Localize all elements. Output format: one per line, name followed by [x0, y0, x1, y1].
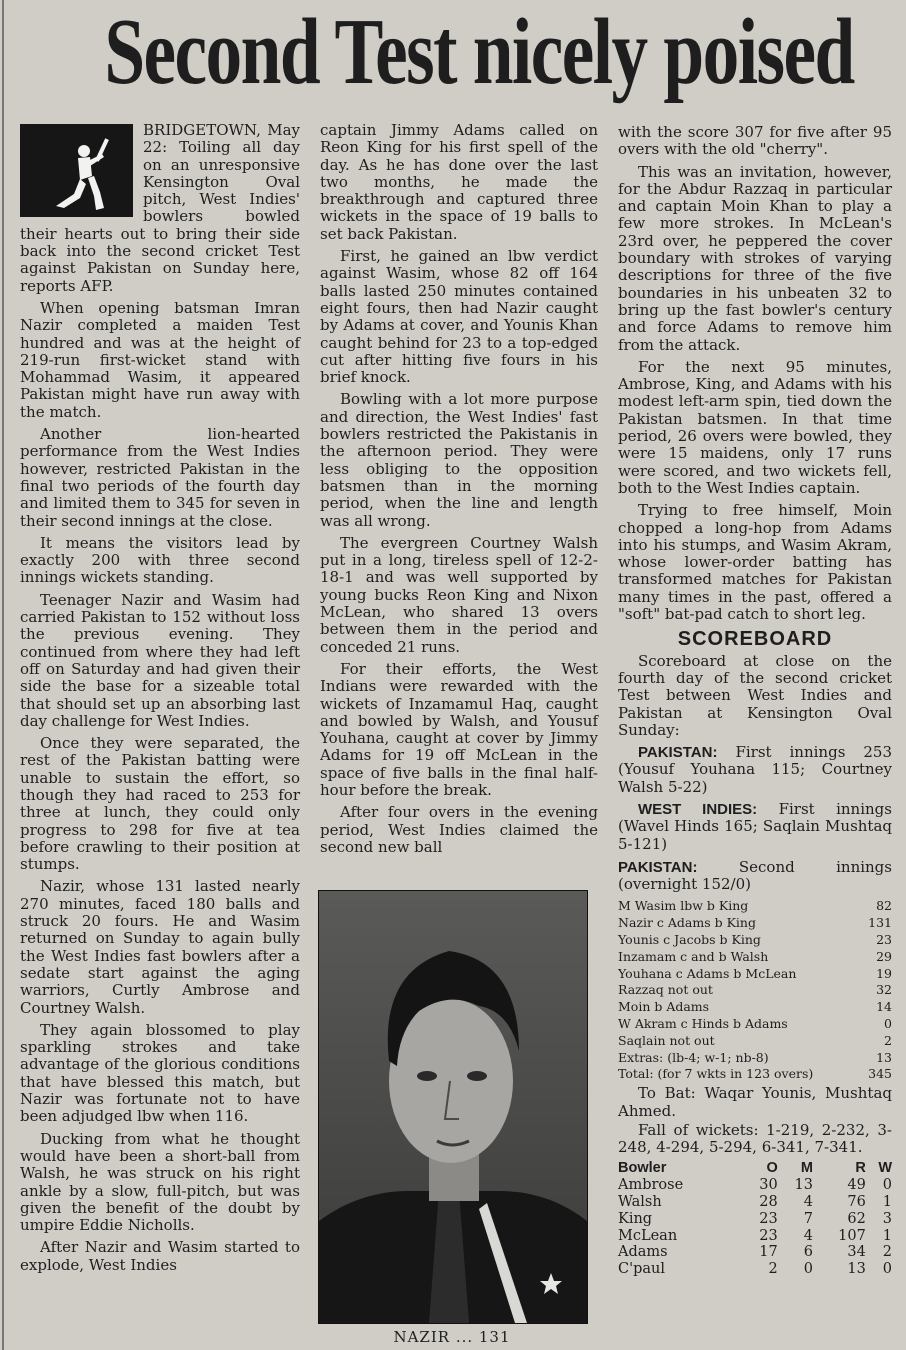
paragraph: For the next 95 minutes, Ambrose, King, and Adams with his modest left-arm spin, tied down the Pakistan batsmen. In that time period, 26 overs were bowled, they were 15 maidens, only 17 runs were scored, and two wickets fell, both to the West Indies captain. — [618, 357, 892, 497]
paragraph: For their efforts, the West Indians were rewarded with the wickets of Inzamamul Haq, caught and bowled by Walsh, and Yousuf Youhana, caught at cover by Jimmy Adams for 19 off McLean in the space of five balls in the final half-hour before the break. — [320, 659, 598, 799]
batsman: Inzamam c and b Walsh — [618, 948, 769, 964]
bowler: Walsh — [618, 1194, 662, 1211]
runs: 345 — [868, 1066, 892, 1082]
extras: Extras: (lb-4; w-1; nb-8) — [618, 1049, 769, 1065]
table-row — [618, 1050, 892, 1067]
table-row — [618, 982, 892, 999]
runs: 14 — [876, 999, 892, 1015]
team-name: PAKISTAN: — [638, 744, 718, 762]
table-row — [618, 1244, 892, 1261]
overs: 2 — [768, 1261, 778, 1278]
maidens: 7 — [803, 1210, 813, 1227]
innings-text: First innings 253 (Yousuf Youhana 115; Courtney Walsh 5-22) — [618, 743, 892, 796]
paragraph: This was an invitation, however, for the Abdur Razzaq in particular and captain Moin Khan to play a few more strokes. In McLean's 23rd over, he peppered the cover boundary with strokes of varying descriptions for three of the five boundaries in his unbeaten 32 to bring up the fast bowler's century and force Adams to remove him from the attack. — [618, 162, 892, 354]
wickets: 1 — [882, 1227, 892, 1244]
paragraph: It means the visitors lead by exactly 200 with three second innings wickets standing. — [20, 533, 300, 587]
paragraph: First, he gained an lbw verdict against Wasim, whose 82 off 164 balls lasted 250 minutes contained eight fours, then had Nazir caught by Adams at cover, and Younis Khan caught behind for 23 to a top-edged cut after hitting five fours in his brief knock. — [320, 247, 598, 387]
wickets: 1 — [882, 1194, 892, 1211]
runs: 0 — [884, 1016, 892, 1032]
batsman: Youhana c Adams b McLean — [618, 965, 797, 981]
innings-summary — [618, 859, 892, 894]
bowler: King — [618, 1210, 653, 1227]
bowler: McLean — [618, 1227, 678, 1244]
table-row — [618, 949, 892, 966]
runs: 62 — [847, 1210, 866, 1227]
paragraph: captain Jimmy Adams called on Reon King for his first spell of the day. As he has done over the last two months, he made the breakthrough and captured three wickets in the space of 19 balls to set back Pakistan. — [320, 121, 598, 243]
overs: 17 — [759, 1244, 778, 1261]
batting-table — [618, 898, 892, 1083]
total: Total: (for 7 wkts in 123 overs) — [618, 1066, 814, 1082]
paragraph: Trying to free himself, Moin chopped a long-hop from Adams into his stumps, and Wasim Akram, whose lower-order batting has transformed matches for Pakistan many times in the past, offered a "soft" bat-pad catch to short leg. — [618, 501, 892, 624]
article-column-1 — [20, 122, 300, 1279]
table-row — [618, 915, 892, 932]
table-row — [618, 1066, 892, 1083]
runs: 82 — [876, 898, 892, 914]
wickets: 0 — [882, 1177, 892, 1194]
team-name: WEST INDIES: — [638, 800, 758, 818]
scoreboard-intro: Scoreboard at close on the fourth day of the second cricket Test between West Indies and Pakistan at Kensington Oval Sunday: — [618, 651, 892, 739]
innings-text: First innings (Wavel Hinds 165; Saqlain Mushtaq 5-121) — [618, 799, 892, 853]
table-header-row — [618, 1160, 892, 1177]
table-row — [618, 1228, 892, 1245]
batsman: Nazir c Adams b King — [618, 915, 756, 931]
team-name: PAKISTAN: — [618, 858, 698, 876]
paragraph: May 22: Toiling all day on an unresponsive Kensington Oval pitch, West Indies' bowlers bowled their hearts out to bring their side back into the second cricket Test against Pakistan on Sunday here, reports AFP. — [20, 121, 300, 295]
overs: 28 — [759, 1194, 778, 1211]
paragraph: Nazir, whose 131 lasted nearly 270 minutes, faced 180 balls and struck 20 fours. He and Wasim returned on Sunday to again bully the West Indies fast bowlers after a sedate start against the aging warriors, Curtly Ambrose and Courtney Walsh. — [20, 877, 300, 1017]
innings-summary — [618, 801, 892, 853]
table-row — [618, 1194, 892, 1211]
runs: 13 — [876, 1049, 892, 1065]
maidens: 6 — [803, 1244, 813, 1261]
bowling-table — [618, 1160, 892, 1278]
column-header: Bowler — [618, 1160, 667, 1177]
bowler: Ambrose — [618, 1177, 684, 1194]
batsman: Saqlain not out — [618, 1032, 715, 1048]
overs: 23 — [759, 1210, 778, 1227]
table-row — [618, 1177, 892, 1194]
table-row — [618, 966, 892, 983]
cricket-logo-icon — [20, 124, 133, 217]
table-row — [618, 1016, 892, 1033]
wickets: 3 — [882, 1210, 892, 1227]
column-header: W — [878, 1160, 892, 1177]
runs: 2 — [884, 1032, 892, 1048]
dateline: BRIDGETOWN, — [143, 121, 261, 139]
paragraph: Teenager Nazir and Wasim had carried Pakistan to 152 without loss the previous evening. They continued from where they had left off on Saturday and had given their side the base for a sizeable total that should set up an absorbing last day challenge for West Indies. — [20, 590, 300, 730]
batsman: Razzaq not out — [618, 982, 713, 998]
photo-caption: NAZIR ... 131 — [393, 1328, 511, 1346]
headline: Second Test nicely poised — [104, 0, 854, 104]
innings-text: Second innings (overnight 152/0) — [618, 857, 892, 894]
runs: 49 — [847, 1177, 866, 1194]
overs: 23 — [759, 1227, 778, 1244]
table-row — [618, 999, 892, 1016]
runs: 29 — [876, 948, 892, 964]
paragraph: Ducking from what he thought would have been a short-ball from Walsh, he was struck on his right ankle by a slow, full-pitch, but was given the benefit of the doubt by umpire Eddie Nicholls. — [20, 1129, 300, 1235]
innings-summary — [618, 744, 892, 796]
batsman: Moin b Adams — [618, 999, 710, 1015]
runs: 76 — [847, 1194, 866, 1211]
paragraph: Once they were separated, the rest of the Pakistan batting were unable to sustain the effort, so though they had raced to 253 for three at lunch, they could only progress to 298 for five at tea before crawling to their position at stumps. — [20, 734, 300, 874]
to-bat: To Bat: Waqar Younis, Mushtaq Ahmed. — [618, 1084, 892, 1120]
runs: 32 — [876, 982, 892, 998]
paragraph: When opening batsman Imran Nazir completed a maiden Test hundred and was at the height of 219-run first-wicket stand with Mohammad Wasim, it appeared Pakistan might have run away with the match. — [20, 298, 300, 421]
paragraph: They again blossomed to play sparkling strokes and take advantage of the glorious conditions that have blessed this match, but Nazir was fortunate not to have been adjudged lbw when 116. — [20, 1020, 300, 1126]
batsman: M Wasim lbw b King — [618, 898, 749, 914]
table-row — [618, 898, 892, 915]
runs: 23 — [876, 932, 892, 948]
fall-of-wickets: Fall of wickets: 1-219, 2-232, 3-248, 4-294, 5-294, 6-341, 7-341. — [618, 1120, 892, 1157]
wickets: 0 — [882, 1261, 892, 1278]
column-header: M — [800, 1160, 813, 1177]
runs: 131 — [868, 915, 892, 931]
paragraph: Another lion-hearted performance from the West Indies however, restricted Pakistan in the final two periods of the fourth day and limited them to 345 for seven in their second innings at the close. — [20, 425, 300, 530]
scoreboard-title: SCOREBOARD — [677, 628, 833, 651]
maidens: 0 — [803, 1261, 813, 1278]
paragraph: with the score 307 for five after 95 overs with the old "cherry". — [618, 123, 892, 159]
table-row — [618, 1261, 892, 1278]
overs: 30 — [759, 1177, 778, 1194]
maidens: 4 — [803, 1227, 813, 1244]
table-row — [618, 1033, 892, 1050]
article-column-3 — [618, 124, 892, 1278]
maidens: 4 — [803, 1194, 813, 1211]
runs: 19 — [876, 965, 892, 981]
paragraph: After Nazir and Wasim started to explode, West Indies — [20, 1238, 300, 1274]
bowler: Adams — [618, 1244, 668, 1261]
batsman: W Akram c Hinds b Adams — [618, 1016, 788, 1032]
runs: 34 — [847, 1244, 866, 1261]
paragraph: The evergreen Courtney Walsh put in a long, tireless spell of 12-2-18-1 and was well supported by young bucks Reon King and Nixon McLean, who shared 13 overs between them in the period and conceded 21 runs. — [320, 533, 598, 656]
paragraph: Bowling with a lot more purpose and direction, the West Indies' fast bowlers restricted the Pakistanis in the afternoon period. They were less obliging to the opposition batsmen than in the morning period, when the line and length was all wrong. — [320, 390, 598, 530]
article-column-2 — [320, 122, 598, 861]
runs: 107 — [838, 1227, 866, 1244]
runs: 13 — [847, 1261, 866, 1278]
bowler: C'paul — [618, 1261, 665, 1278]
batsman: Younis c Jacobs b King — [618, 932, 761, 948]
maidens: 13 — [794, 1177, 813, 1194]
wickets: 2 — [882, 1244, 892, 1261]
table-row — [618, 932, 892, 949]
column-header: R — [855, 1160, 866, 1177]
table-row — [618, 1211, 892, 1228]
page-edge-rule — [2, 0, 4, 1350]
player-photo — [318, 890, 588, 1324]
column-header: O — [766, 1160, 778, 1177]
paragraph: After four overs in the evening period, West Indies claimed the second new ball — [320, 803, 598, 856]
